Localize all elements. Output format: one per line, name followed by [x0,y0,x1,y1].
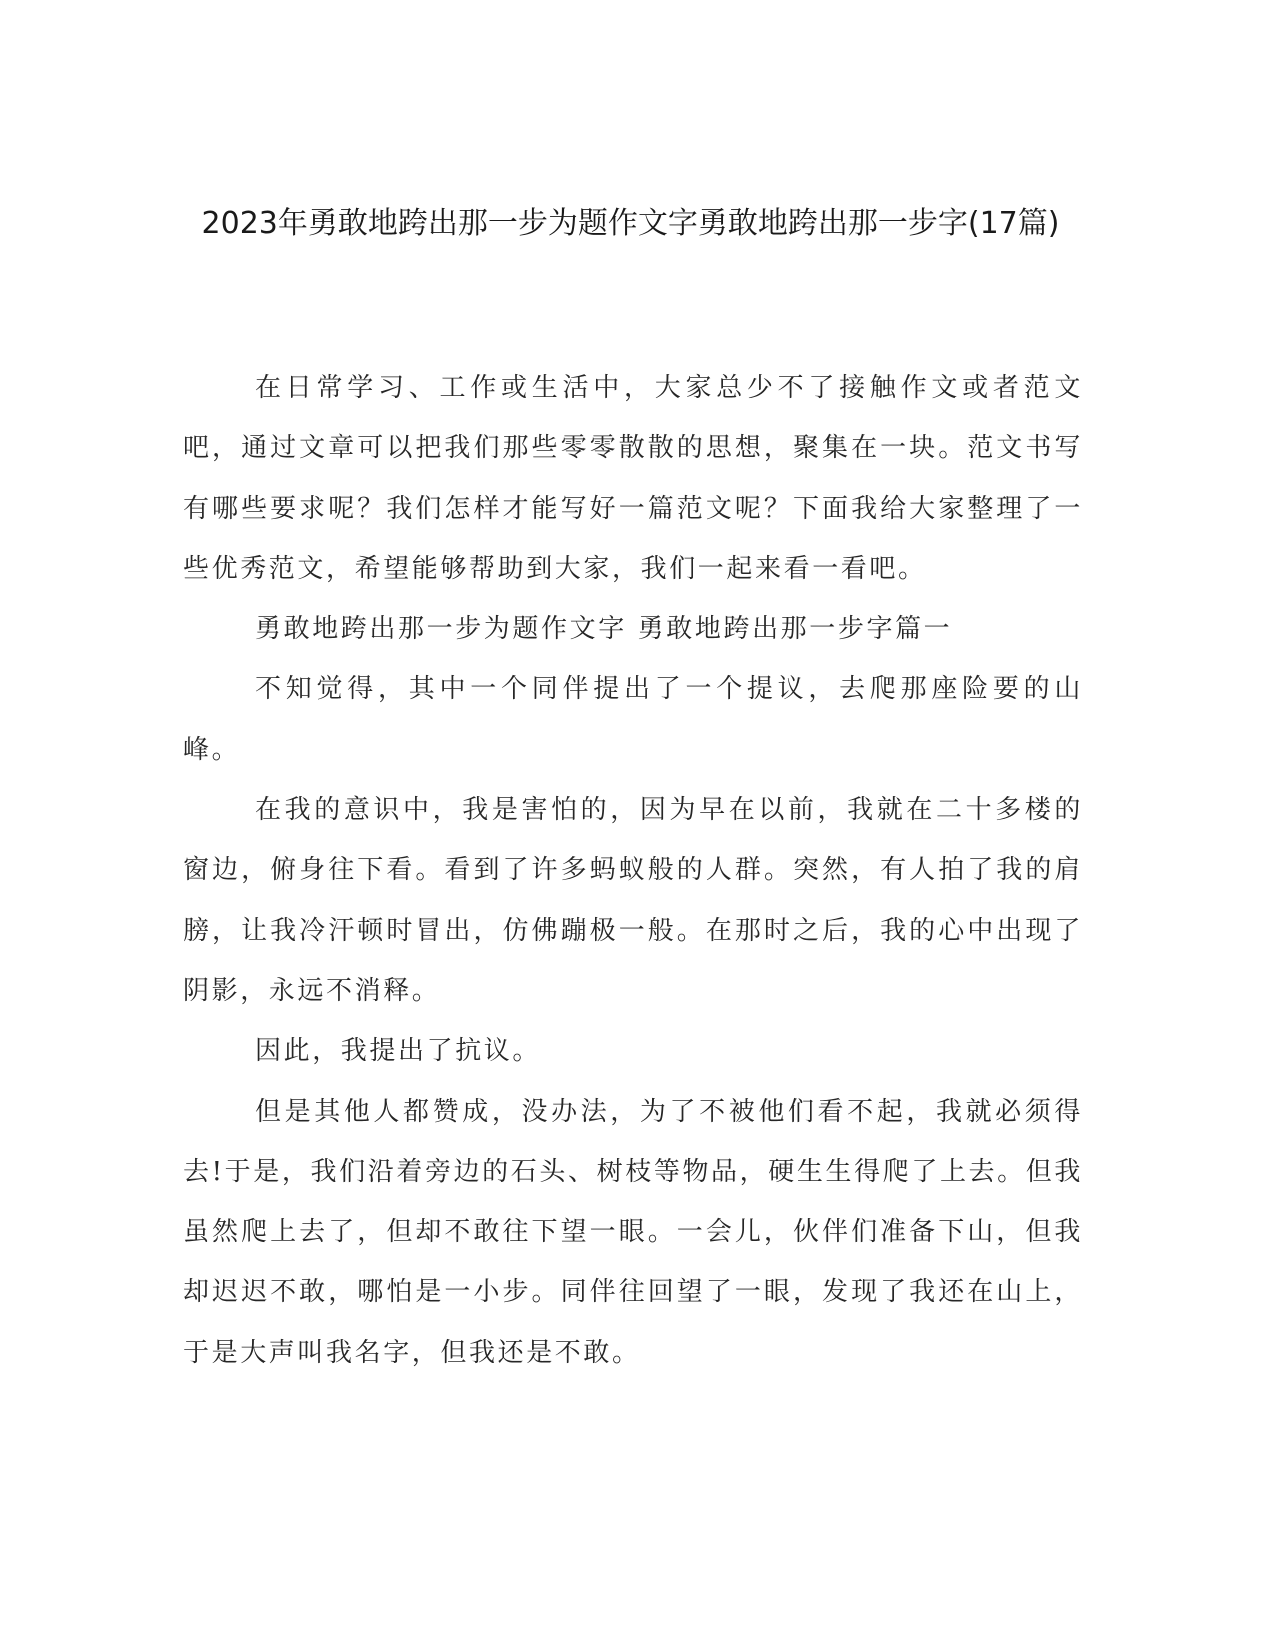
paragraph: 在我的意识中，我是害怕的，因为早在以前，我就在二十多楼的窗边，俯身往下看。看到了许多蚂蚁般的人群。突然，有人拍了我的肩膀，让我冷汗顿时冒出，仿佛蹦极一般。在那时之后，我的心中出现了阴影，永远不消释。 [183,795,1083,1006]
paragraph: 但是其他人都赞成，没办法，为了不被他们看不起，我就必须得去!于是，我们沿着旁边的石头、树枝等物品，硬生生得爬了上去。但我虽然爬上去了，但却不敢往下望一眼。一会儿，伙伴们准备下山，但我却迟迟不敢，哪怕是一小步。同伴往回望了一眼，发现了我还在山上，于是大声叫我名字，但我还是不敢。 [183,1096,1083,1368]
paragraph-intro: 在日常学习、工作或生活中，大家总少不了接触作文或者范文吧，通过文章可以把我们那些零零散散的思想，聚集在一块。范文书写有哪些要求呢？我们怎样才能写好一篇范文呢？下面我给大家整理了一些优秀范文，希望能够帮助到大家，我们一起来看一看吧。 [183,373,1083,584]
paragraph: 因此，我提出了抗议。 [255,1036,542,1067]
section-heading: 勇敢地跨出那一步为题作文字 勇敢地跨出那一步字篇一 [255,614,953,645]
document-body [183,358,1083,1383]
paragraph: 不知觉得，其中一个同伴提出了一个提议，去爬那座险要的山峰。 [183,674,1083,765]
document-title: 2023年勇敢地跨出那一步为题作文字勇敢地跨出那一步字(17篇) [201,206,1060,241]
